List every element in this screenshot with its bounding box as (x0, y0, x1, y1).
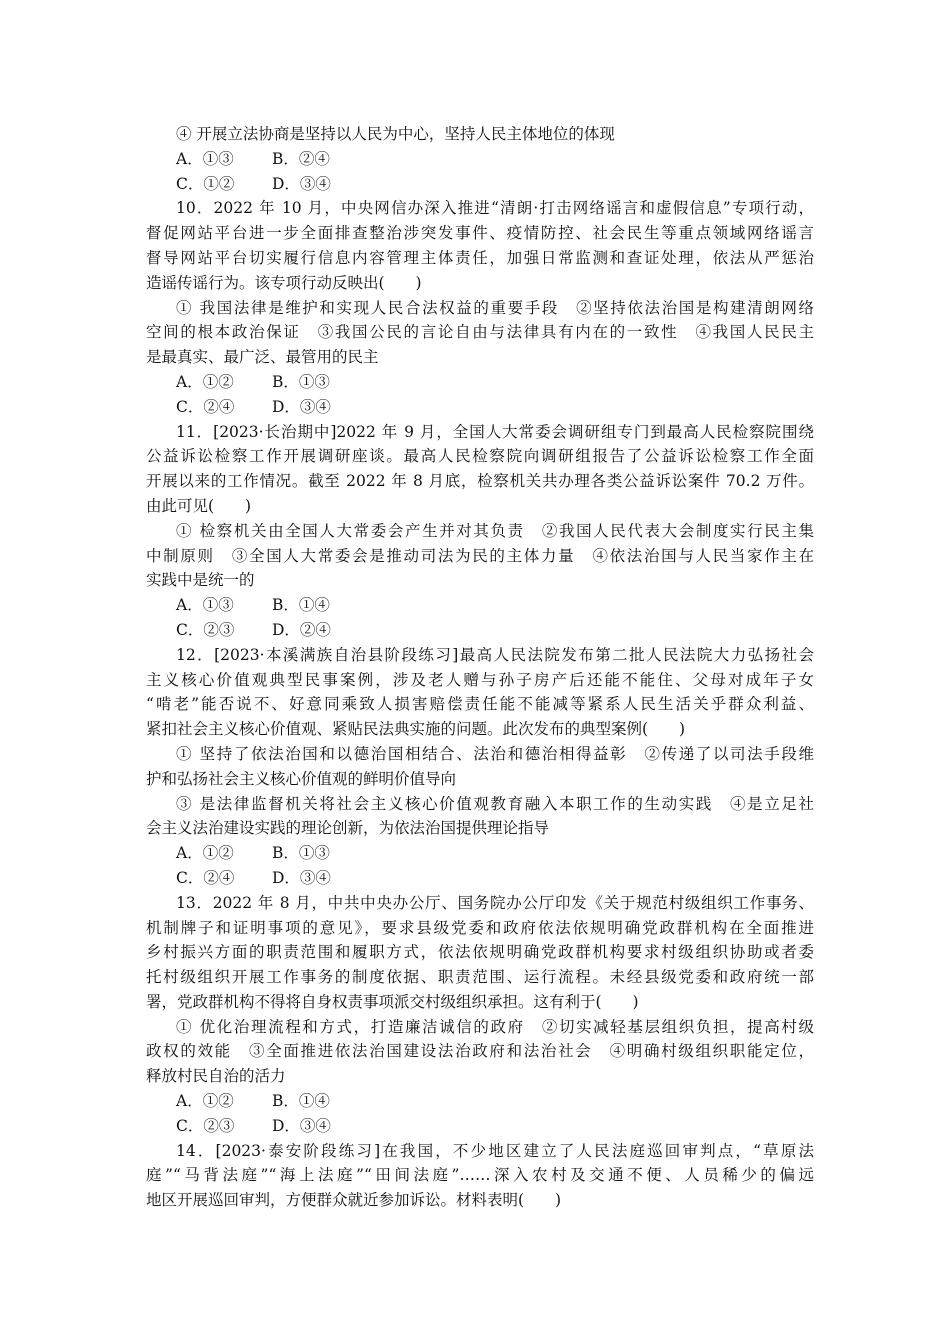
answer-option: D．②④ (272, 620, 331, 639)
text-line: ① 检察机关由全国人大常委会产生并对其负责 ②我国人民代表大会制度实行民主集 (176, 521, 814, 540)
text-line: 托村级组织开展工作事务的制度依据、职责范围、运行流程。未经县级党委和政府统一部 (146, 968, 814, 987)
text-line: 开展以来的工作情况。截至 2022 年 8 月底，检察机关共办理各类公益诉讼案件 70.2 万件。 (146, 472, 814, 491)
text-line: 12．[2023·本溪满族自治县阶段练习]最高人民法院发布第二批人民法院大力弘扬社会 (176, 645, 814, 664)
text-line: 造谣传谣行为。该专项行动反映出( ) (146, 273, 422, 292)
answer-options-row (146, 1114, 814, 1139)
answer-option: D．③④ (272, 868, 331, 887)
answer-options-row (146, 147, 814, 172)
answer-option: C．①② (176, 174, 235, 193)
text-line: 会主义法治建设实践的理论创新，为依法治国提供理论指导 (146, 819, 550, 838)
answer-option: D．③④ (272, 397, 331, 416)
answer-options-row (146, 370, 814, 395)
text-line: 空间的根本政治保证 ③我国公民的言论自由与法律具有内在的一致性 ④我国人民民主 (146, 323, 814, 342)
text-line: 13．2022 年 8 月，中共中央办公厅、国务院办公厅印发《关于规范村级组织工作事务、 (176, 893, 814, 912)
answer-options-row (146, 1089, 814, 1114)
text-line: 督导网站平台切实履行信息内容管理主体责任，加强日常监测和查证处理，依法从严惩治 (146, 248, 814, 267)
answer-option: B．①④ (272, 1092, 330, 1111)
text-line: 护和弘扬社会主义核心价值观的鲜明价值导向 (146, 769, 457, 788)
answer-options-row (146, 866, 814, 891)
text-line: 10．2022 年 10 月，中央网信办深入推进“清朗·打击网络谣言和虚假信息”专项行动， (176, 199, 814, 218)
text-line: 主义核心价值观典型民事案例，涉及老人赠与孙子房产后还能不能住、父母对成年子女 (146, 670, 814, 689)
text-line: ③ 是法律监督机关将社会主义核心价值观教育融入本职工作的生动实践 ④是立足社 (176, 794, 814, 813)
answer-option: A．①② (176, 1092, 234, 1111)
text-line: 中制原则 ③全国人大常委会是推动司法为民的主体力量 ④依法治国与人民当家作主在 (146, 546, 814, 565)
text-line: 署，党政群机构不得将自身权责事项派交村级组织承担。这有利于( ) (146, 992, 639, 1011)
answer-option: A．①③ (176, 596, 234, 615)
text-line: 机制牌子和证明事项的意见》，要求县级党委和政府依法依规明确党政群机构在全面推进 (146, 918, 814, 937)
text-line: 紧扣社会主义核心价值观、紧贴民法典实施的问题。此次发布的典型案例( ) (146, 720, 686, 739)
text-line: 庭”“马背法庭”“海上法庭”“田间法庭”……深入农村及交通不便、人员稀少的偏远 (146, 1166, 814, 1185)
text-line: ① 优化治理流程和方式，打造廉洁诚信的政府 ②切实减轻基层组织负担，提高村级 (176, 1017, 814, 1036)
answer-options-row (146, 395, 814, 420)
text-line: 14．[2023·泰安阶段练习]在我国，不少地区建立了人民法庭巡回审判点，“草原法 (176, 1141, 814, 1160)
document-page (146, 122, 814, 1213)
text-line: “啃老”能否说不、好意同乘致人损害赔偿责任能不能减等紧系人民生活关乎群众利益、 (146, 695, 814, 714)
answer-option: C．②③ (176, 1116, 235, 1135)
text-line: 实践中是统一的 (146, 571, 255, 590)
text-line: ① 坚持了依法治国和以德治国相结合、法治和德治相得益彰 ②传递了以司法手段维 (176, 744, 814, 763)
text-line: 政权的效能 ③全面推进依法治国建设法治政府和法治社会 ④明确村级组织职能定位， (146, 1042, 814, 1061)
text-line: ④ 开展立法协商是坚持以人民为中心，坚持人民主体地位的体现 (176, 125, 615, 143)
text-line: 释放村民自治的活力 (146, 1067, 286, 1086)
answer-option: B．①③ (272, 372, 330, 391)
answer-options-row (146, 618, 814, 643)
answer-option: D．③④ (272, 1116, 331, 1135)
text-line: 由此可见( ) (146, 496, 252, 515)
answer-option: D．③④ (272, 174, 331, 193)
text-line: ① 我国法律是维护和实现人民合法权益的重要手段 ②坚持依法治国是构建清朗网络 (176, 298, 814, 317)
answer-option: C．②④ (176, 868, 235, 887)
answer-option: B．②④ (272, 149, 330, 168)
text-line: 地区开展巡回审判，方便群众就近参加诉讼。材料表明( ) (146, 1191, 562, 1210)
answer-option: A．①③ (176, 149, 234, 168)
answer-options-row (146, 841, 814, 866)
text-line: 11．[2023·长治期中]2022 年 9 月，全国人大常委会调研组专门到最高人民检察院围绕 (176, 422, 814, 441)
answer-option: A．①② (176, 844, 234, 863)
answer-option: A．①② (176, 372, 234, 391)
answer-option: B．①④ (272, 596, 330, 615)
answer-option: C．②③ (176, 620, 235, 639)
text-line: 乡村振兴方面的职责范围和履职方式，依法依规明确党政群机构要求村级组织协助或者委 (146, 943, 814, 962)
answer-options-row (146, 172, 814, 197)
answer-option: B．①③ (272, 844, 330, 863)
text-line: 是最真实、最广泛、最管用的民主 (146, 348, 379, 367)
text-line: 公益诉讼检察工作开展调研座谈。最高人民检察院向调研组报告了公益诉讼检察工作全面 (146, 447, 814, 466)
text-line: 督促网站平台进一步全面排查整治涉突发事件、疫情防控、社会民生等重点领域网络谣言 (146, 224, 814, 243)
answer-option: C．②④ (176, 397, 235, 416)
answer-options-row (146, 593, 814, 618)
